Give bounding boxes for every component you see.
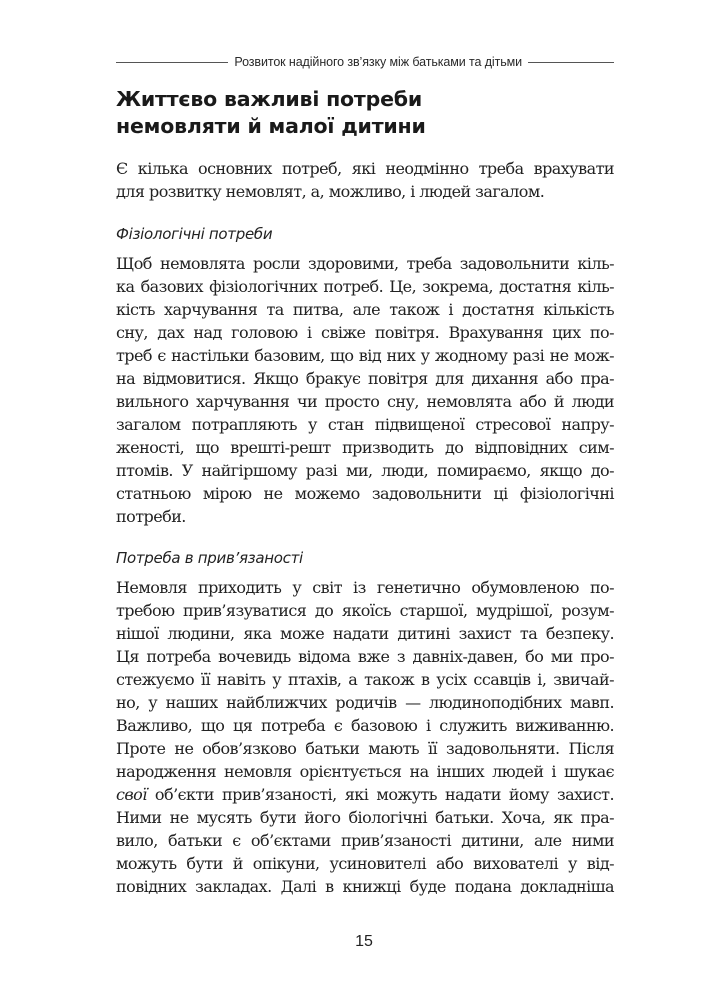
text-line: повідних закладах. Далі в книжці буде подана докладніша xyxy=(116,877,614,896)
header-rule-left xyxy=(116,62,228,63)
text-line: женості, що врешті-решт призводить до відповідних сим- xyxy=(116,438,614,457)
text-line: народження немовля орієнтується на інших людей і шукає xyxy=(116,762,614,781)
text-line: треб є настільки базовим, що від них у жодному разі не мож- xyxy=(116,346,614,365)
text-line: Є кілька основних потреб, які неодмінно треба врахувати xyxy=(116,159,614,178)
text-line: требою прив’язуватися до якоїсь старшої, мудрішої, розум- xyxy=(116,601,614,620)
text-line: статньою мірою не можемо задовольнити ці фізіологічні xyxy=(116,484,614,503)
section-heading-physiological: Фізіологічні потреби xyxy=(116,225,273,243)
text-line: сну, дах над головою і свіже повітря. Врахування цих по- xyxy=(116,323,614,342)
text-line: стежуємо її навіть у птахів, а також в усіх ссавців і, звичай- xyxy=(116,670,614,689)
header-rule-right xyxy=(528,62,614,63)
text-line: загалом потрапляють у стан підвищеної стресової напру- xyxy=(116,415,614,434)
text-line: можуть бути й опікуни, усиновителі або вихователі у від- xyxy=(116,854,614,873)
running-header-text: Розвиток надійного зв’язку між батьками та дітьми xyxy=(234,55,522,69)
text-line: нішої людини, яка може надати дитині захист та безпеку. xyxy=(116,624,614,643)
text-line: Важливо, що ця потреба є базовою і служить виживанню. xyxy=(116,716,614,735)
emphasis-word: свої xyxy=(116,785,147,804)
physiological-needs-paragraph xyxy=(116,252,614,528)
text-line: Проте не обов’язково батьки мають її задовольняти. Після xyxy=(116,739,614,758)
text-line: Ними не мусять бути його біологічні батьки. Хоча, як пра- xyxy=(116,808,614,827)
text-line: вильного харчування чи просто сну, немовлята або й люди xyxy=(116,392,614,411)
text-line: ка базових фізіологічних потреб. Це, зокрема, достатня кіль- xyxy=(116,277,614,296)
chapter-title-line-2: немовляти й малої дитини xyxy=(116,114,426,138)
attachment-need-paragraph xyxy=(116,576,614,898)
running-header xyxy=(116,52,614,72)
text-line: потреби. xyxy=(116,507,186,526)
text-line: кість харчування та питва, але також і достатня кількість xyxy=(116,300,614,319)
text-line: Немовля приходить у світ із генетично обумовленою по- xyxy=(116,578,614,597)
text-line: птомів. У найгіршому разі ми, люди, помираємо, якщо до- xyxy=(116,461,614,480)
text-line-with-emphasis xyxy=(116,783,614,806)
chapter-title-line-1: Життєво важливі потреби xyxy=(116,87,423,111)
text-line: Ця потреба вочевидь відома вже з давніх-давен, бо ми про- xyxy=(116,647,614,666)
text-line: вило, батьки є об’єктами прив’язаності дитини, але ними xyxy=(116,831,614,850)
text-line: на відмовитися. Якщо бракує повітря для дихання або пра- xyxy=(116,369,614,388)
text-line: Щоб немовлята росли здоровими, треба задовольнити кіль- xyxy=(116,254,614,273)
intro-paragraph xyxy=(116,157,614,203)
text-line-rest: об’єкти прив’язаності, які можуть надати йому захист. xyxy=(146,785,614,804)
chapter-title xyxy=(116,86,616,140)
text-line: для розвитку немовлят, а, можливо, і людей загалом. xyxy=(116,182,545,201)
page-number: 15 xyxy=(355,933,373,950)
text-line: но, у наших найближчих родичів — людиноподібних мавп. xyxy=(116,693,614,712)
section-heading-attachment: Потреба в прив’язаності xyxy=(116,549,303,567)
